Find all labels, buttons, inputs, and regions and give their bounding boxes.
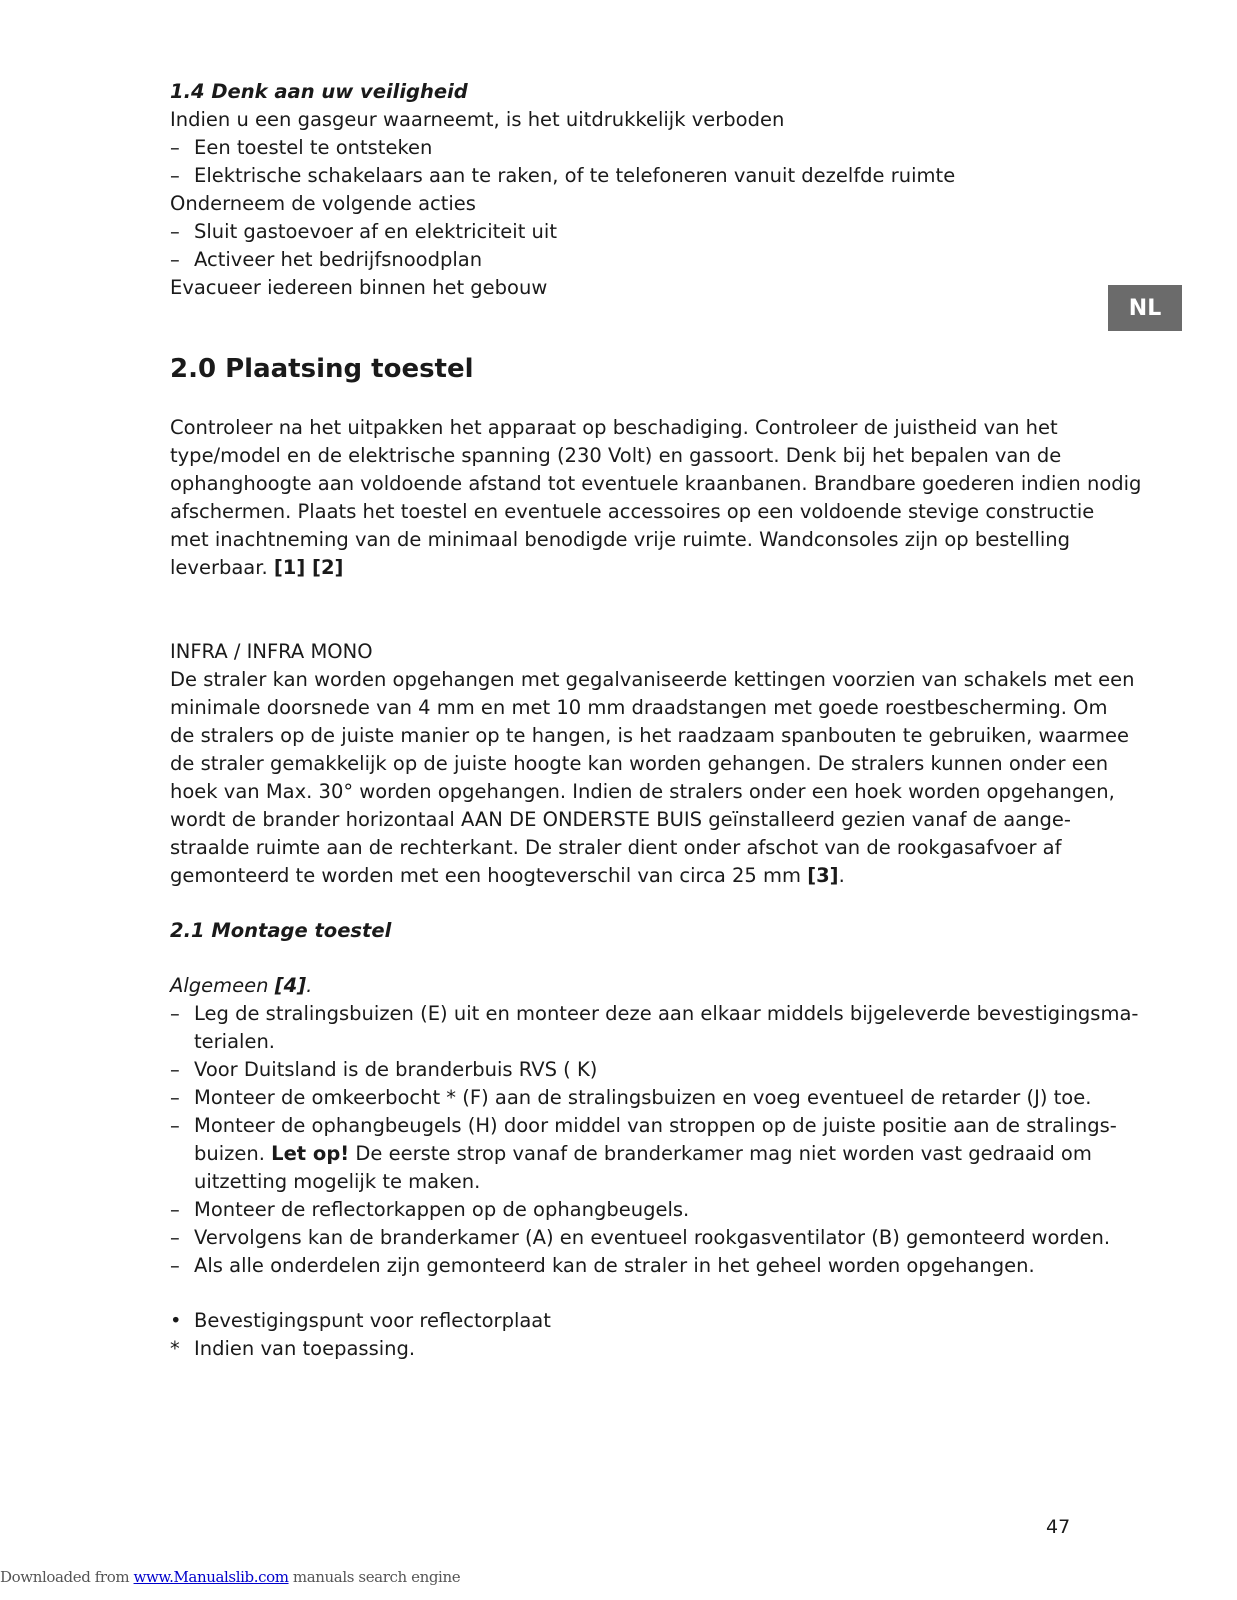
- footer-text: manuals search engine: [288, 1568, 461, 1586]
- dash-mark: –: [170, 136, 180, 159]
- dash-mark: –: [170, 1086, 180, 1109]
- action-item: [170, 246, 1070, 274]
- paragraph-line: straalde ruimte aan de rechterkant. De straler dient onder afschot van de rookgasafvoer af: [170, 836, 1062, 859]
- dash-mark: –: [170, 220, 180, 243]
- figure-reference: [1] [2]: [273, 556, 344, 579]
- bullet-icon: •: [170, 1309, 182, 1332]
- paragraph-text: .: [838, 864, 845, 887]
- footer-text: Downloaded from: [0, 1568, 134, 1586]
- list-item-text: De eerste strop vanaf de branderkamer mag niet worden vast gedraaid om: [349, 1142, 1092, 1165]
- evacuate-line: Evacueer iedereen binnen het gebouw: [170, 276, 548, 299]
- paragraph-line: [170, 554, 1070, 582]
- section-2-0-title: 2.0 Plaatsing toestel: [170, 354, 474, 384]
- note-star: [170, 1335, 1070, 1363]
- note-text: Indien van toepassing.: [194, 1337, 416, 1360]
- list-item-text: Monteer de ophangbeugels (H) door middel van stroppen op de juiste positie aan de stralings-: [194, 1114, 1117, 1137]
- dash-mark: –: [170, 1254, 180, 1277]
- dash-mark: –: [170, 164, 180, 187]
- list-item: [170, 1224, 1111, 1252]
- list-item: [170, 1112, 1117, 1140]
- asterisk-icon: *: [170, 1337, 180, 1360]
- infra-paragraph: [170, 666, 1135, 890]
- paragraph-line: minimale doorsnede van 4 mm en met 10 mm draadstangen met goede roestbescherming. Om: [170, 696, 1108, 719]
- manualslib-link[interactable]: www.Manualslib.com: [133, 1568, 289, 1586]
- paragraph-line: hoek van Max. 30° worden opgehangen. Indien de stralers onder een hoek worden opgehangen,: [170, 780, 1115, 803]
- list-item: [170, 1056, 1070, 1084]
- paragraph-line: ophanghoogte aan voldoende afstand tot eventuele kraanbanen. Brandbare goederen indien nodig: [170, 472, 1142, 495]
- language-tab: NL: [1108, 285, 1182, 331]
- list-item: [170, 1000, 1139, 1028]
- section-1-4-title: 1.4 Denk aan uw veiligheid: [170, 80, 468, 103]
- page-number: 47: [1046, 1516, 1071, 1538]
- list-item-text: Vervolgens kan de branderkamer (A) en eventueel rookgasventilator (B) gemonteerd worden.: [194, 1226, 1111, 1249]
- forbidden-item: [170, 134, 1070, 162]
- dash-mark: –: [170, 1198, 180, 1221]
- list-item-text: Voor Duitsland is de branderbuis RVS ( K): [194, 1058, 598, 1081]
- section-2-1-title: 2.1 Montage toestel: [170, 919, 392, 942]
- infra-title: INFRA / INFRA MONO: [170, 640, 373, 663]
- paragraph-line: [170, 862, 1070, 890]
- list-item-text: Een toestel te ontsteken: [194, 136, 433, 159]
- dash-mark: –: [170, 1002, 180, 1025]
- warning-text: Let op!: [271, 1142, 350, 1165]
- list-item-text: Sluit gastoevoer af en elektriciteit uit: [194, 220, 557, 243]
- list-item-text: Activeer het bedrijfsnoodplan: [194, 248, 483, 271]
- paragraph-line: afschermen. Plaats het toestel en eventuele accessoires op een voldoende stevige constructie: [170, 500, 1095, 523]
- dash-mark: –: [170, 1114, 180, 1137]
- list-item-text: Elektrische schakelaars aan te raken, of te telefoneren vanuit dezelfde ruimte: [194, 164, 956, 187]
- section-1-4-intro: Indien u een gasgeur waarneemt, is het uitdrukkelijk verboden: [170, 108, 785, 131]
- list-item-text: Monteer de omkeerbocht * (F) aan de stralingsbuizen en voeg eventueel de retarder (J) toe.: [194, 1086, 1092, 1109]
- paragraph-line: de stralers op de juiste manier op te hangen, is het raadzaam spanbouten te gebruiken, waarmee: [170, 724, 1130, 747]
- paragraph-text: leverbaar.: [170, 556, 274, 579]
- note-bullet: [170, 1307, 1070, 1335]
- figure-reference: [3]: [807, 864, 839, 887]
- paragraph-line: wordt de brander horizontaal AAN DE ONDERSTE BUIS geïnstalleerd gezien vanaf de aange-: [170, 808, 1071, 831]
- paragraph-line: de straler gemakkelijk op de juiste hoogte kan worden gehangen. De stralers kunnen onder een: [170, 752, 1109, 775]
- dash-mark: –: [170, 1226, 180, 1249]
- paragraph-line: De straler kan worden opgehangen met gegalvaniseerde kettingen voorzien van schakels met een: [170, 668, 1135, 691]
- list-item-continuation: uitzetting mogelijk te maken.: [194, 1170, 481, 1193]
- list-item-continuation: [170, 1140, 1092, 1168]
- paragraph-text: gemonteerd te worden met een hoogteverschil van circa 25 mm: [170, 864, 808, 887]
- figure-reference: [4]: [274, 974, 307, 997]
- list-item: [170, 1252, 1070, 1280]
- list-item-text: Als alle onderdelen zijn gemonteerd kan de straler in het geheel worden opgehangen.: [194, 1254, 1035, 1277]
- action-item: [170, 218, 1070, 246]
- note-text: Bevestigingspunt voor reflectorplaat: [194, 1309, 551, 1332]
- list-item: [170, 1084, 1092, 1112]
- list-item-text: Monteer de reflectorkappen op de ophangbeugels.: [194, 1198, 690, 1221]
- page-content: [170, 78, 1142, 1363]
- dash-mark: –: [170, 248, 180, 271]
- paragraph-line: met inachtneming van de minimaal benodigde vrije ruimte. Wandconsoles zijn op bestelling: [170, 528, 1071, 551]
- actions-intro: Onderneem de volgende acties: [170, 192, 476, 215]
- forbidden-item: [170, 162, 1070, 190]
- algemeen-text: .: [306, 974, 313, 997]
- list-item-text: Leg de stralingsbuizen (E) uit en monteer deze aan elkaar middels bijgeleverde bevestigingsma-: [194, 1002, 1139, 1025]
- algemeen-text: Algemeen: [170, 974, 275, 997]
- section-2-0-paragraph: [170, 414, 1142, 582]
- download-footer: [0, 1568, 460, 1586]
- algemeen-line: [170, 972, 1070, 1000]
- dash-mark: –: [170, 1058, 180, 1081]
- paragraph-line: type/model en de elektrische spanning (230 Volt) en gassoort. Denk bij het bepalen van de: [170, 444, 1062, 467]
- list-item-continuation: terialen.: [194, 1030, 275, 1053]
- list-item: [170, 1196, 1070, 1224]
- paragraph-line: Controleer na het uitpakken het apparaat op beschadiging. Controleer de juistheid van het: [170, 416, 1058, 439]
- list-item-text: buizen.: [194, 1142, 272, 1165]
